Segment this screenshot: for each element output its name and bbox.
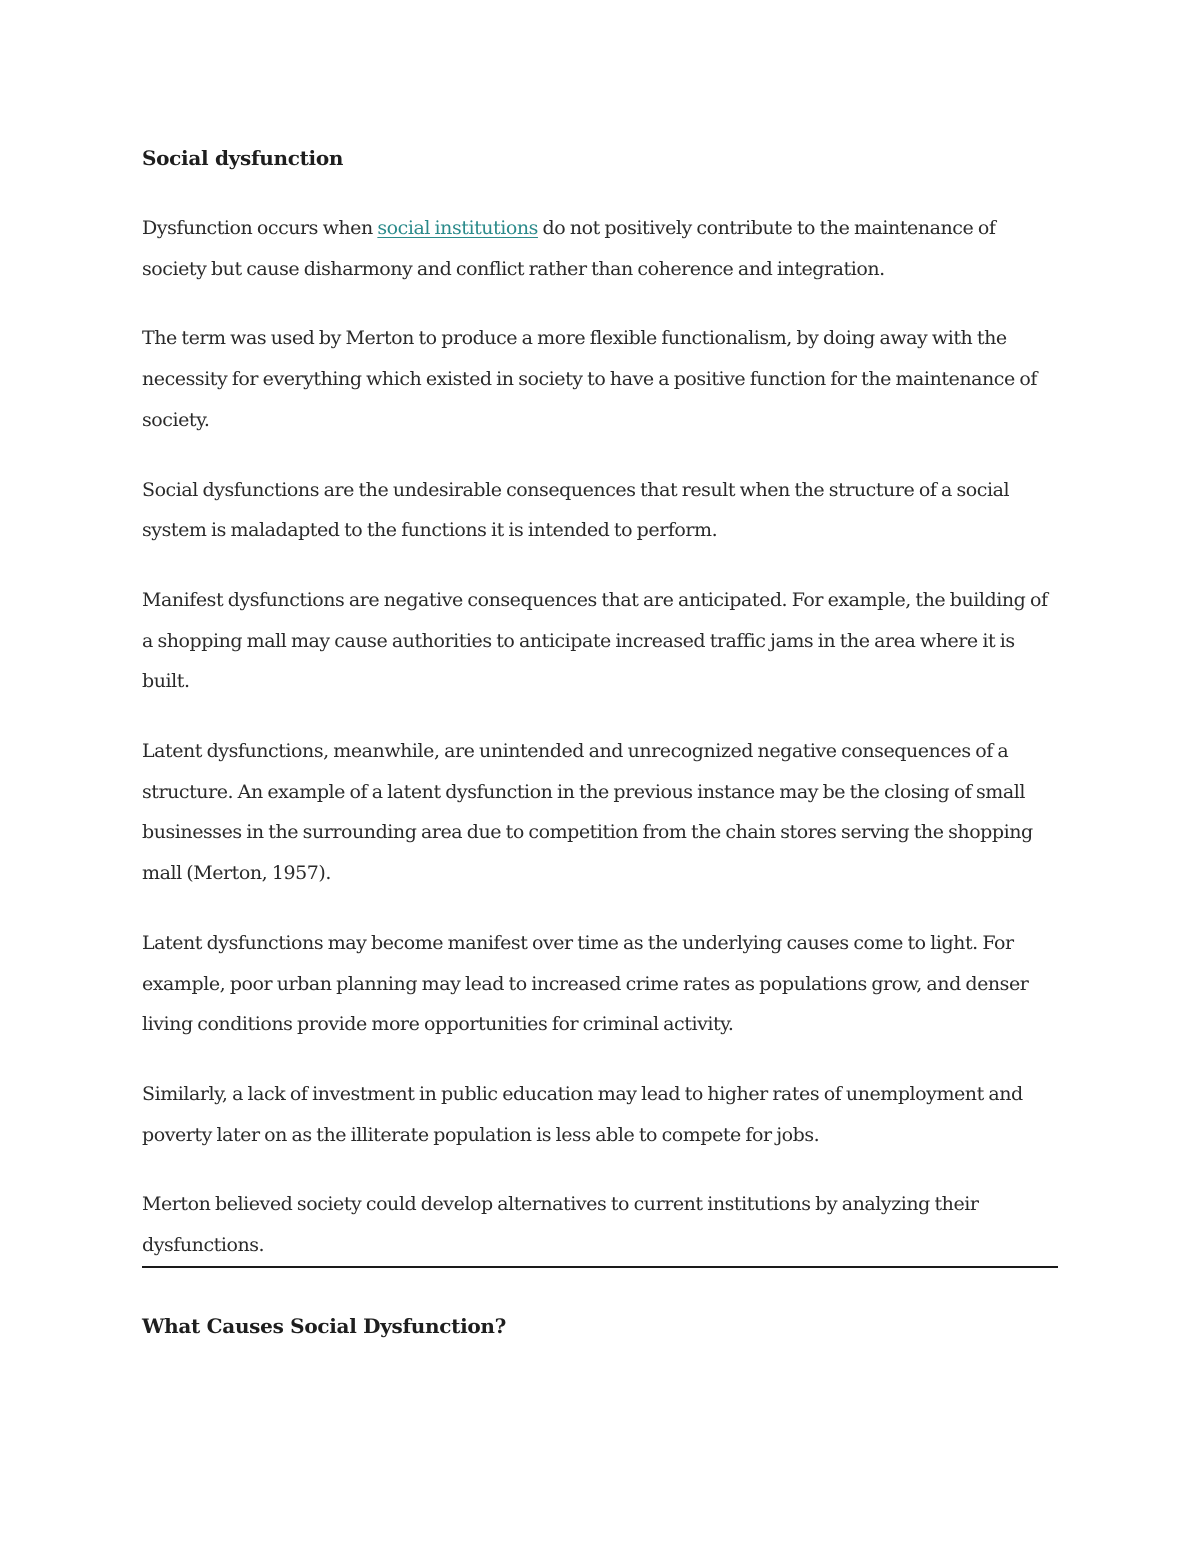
paragraph-text: do not positively contribute to the maintenance of society but cause disharmony and conflict rather than coherence and integration. <box>142 217 996 280</box>
paragraph-manifest-dysfunctions: Manifest dysfunctions are negative consequences that are anticipated. For example, the building of a shopping mall may cause authorities to anticipate increased traffic jams in the area where it is built. <box>142 588 1048 693</box>
paragraph-public-education: Similarly, a lack of investment in public education may lead to higher rates of unemployment and poverty later on as the illiterate population is less able to compete for jobs. <box>142 1082 1023 1146</box>
paragraph-social-dysfunctions: Social dysfunctions are the undesirable consequences that result when the structure of a social system is maladapted to the functions it is intended to perform. <box>142 478 1010 542</box>
section-heading: What Causes Social Dysfunction? <box>142 1313 507 1338</box>
page-title: Social dysfunction <box>142 146 344 170</box>
paragraph-text: Dysfunction occurs when <box>142 217 378 239</box>
social-institutions-link[interactable]: social institutions <box>377 217 538 239</box>
paragraph-latent-become-manifest: Latent dysfunctions may become manifest over time as the underlying causes come to light. For example, poor urban planning may lead to increased crime rates as populations grow, and denser living conditions provide more opportunities for criminal activity. <box>142 931 1029 1036</box>
paragraph-latent-dysfunctions: Latent dysfunctions, meanwhile, are unintended and unrecognized negative consequences of a structure. An example of a latent dysfunction in the previous instance may be the closing of small businesses in the surrounding area due to competition from the chain stores serving the shopping mall (Merton, 1957). <box>142 740 1033 885</box>
document-body <box>142 138 1058 1346</box>
paragraph-merton-alternatives: Merton believed society could develop alternatives to current institutions by analyzing their dysfunctions. <box>142 1184 1058 1267</box>
paragraph-dysfunction-definition <box>142 208 1058 289</box>
paragraph-merton-functionalism: The term was used by Merton to produce a more flexible functionalism, by doing away with the necessity for everything which existed in society to have a positive function for the maintenance of society. <box>142 327 1037 431</box>
